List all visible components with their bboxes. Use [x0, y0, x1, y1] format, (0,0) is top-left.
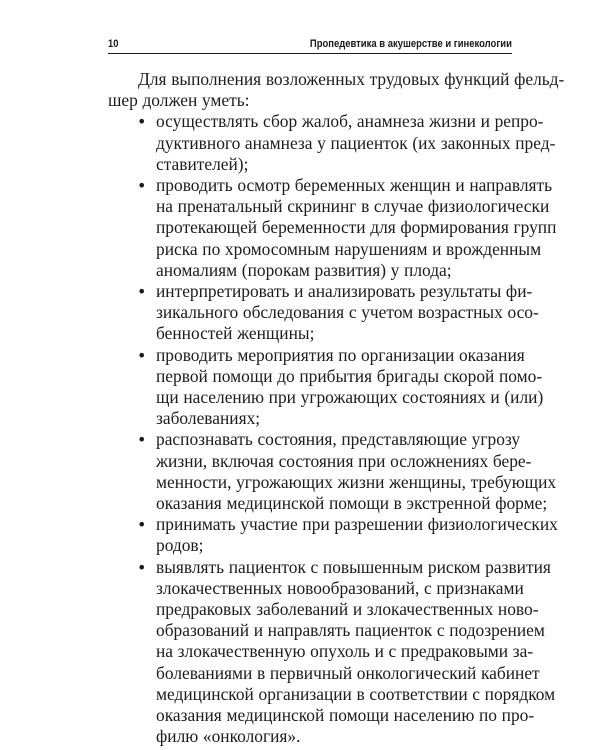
list-item-line: проводить осмотр беременных женщин и направлять — [156, 175, 553, 196]
list-item — [108, 175, 557, 281]
list-item — [108, 111, 556, 175]
list-item-line: зикального обследования с учетом возрастных осо- — [156, 302, 539, 323]
bullet-icon: • — [137, 345, 147, 365]
list-item-line: медицинской организации в соответствии с порядком — [156, 683, 556, 704]
list-item-line: родов; — [156, 535, 204, 556]
list-item-line: принимать участие при разрешении физиологических — [156, 514, 558, 535]
list-item-line: филю «онкология». — [156, 726, 301, 747]
bullet-icon: • — [137, 112, 147, 132]
list-item-line: менности, угрожающих жизни женщины, требующих — [156, 471, 557, 492]
list-item-line: оказания медицинской помощи населению по про- — [156, 705, 535, 726]
list-item-line: аномалиям (порокам развития) у плода; — [156, 259, 452, 280]
list-item-line: проводить мероприятия по организации оказания — [156, 344, 525, 365]
list-item — [108, 514, 558, 556]
list-item-line: интерпретировать и анализировать результаты фи- — [156, 281, 533, 302]
list-item-line: болеваниями в первичный онкологический кабинет — [156, 662, 540, 683]
list-item-line: жизни, включая состояния при осложнениях бере- — [156, 450, 532, 471]
list-item-line: осуществлять сбор жалоб, анамнеза жизни и репро- — [156, 111, 544, 132]
list-item-line: образований и направлять пациенток с подозрением — [156, 620, 545, 641]
bullet-icon: • — [137, 515, 147, 535]
bullet-icon: • — [137, 430, 147, 450]
bullet-icon: • — [137, 282, 147, 302]
intro-line: Для выполнения возложенных трудовых функций фельд- — [138, 69, 565, 89]
list-item-line: дуктивного анамнеза у пациенток (их законных пред- — [156, 132, 556, 153]
body-text — [108, 69, 565, 748]
intro-paragraph — [108, 69, 565, 111]
list-item-line: ставителей); — [156, 153, 249, 174]
list-item-line: первой помощи до прибытия бригады скорой помо- — [156, 365, 543, 386]
list-item-line: предраковых заболеваний и злокачественных ново- — [156, 599, 539, 620]
list-item — [108, 344, 544, 430]
list-item-line: щи населению при угрожающих состояниях и (или) — [156, 387, 544, 408]
list-item-line: оказания медицинской помощи в экстренной форме; — [156, 493, 548, 514]
list-item-line: бенностей женщины; — [156, 323, 315, 344]
list-item-line: выявлять пациенток с повышенным риском развития — [156, 556, 551, 577]
list-item-line: распознавать состояния, представляющие угрозу — [156, 429, 521, 450]
list-item — [108, 281, 539, 345]
bullet-icon: • — [137, 557, 147, 577]
list-item-line: злокачественных новообразований, с признаками — [156, 577, 524, 598]
list-item-line: протекающей беременности для формирования групп — [156, 217, 557, 238]
bullet-icon: • — [137, 176, 147, 196]
list-item-line: риска по хромосомным нарушениям и врожденным — [156, 238, 542, 259]
skills-list — [108, 111, 558, 747]
list-item-line: заболеваниях; — [156, 408, 261, 429]
intro-line: шер должен уметь: — [108, 90, 250, 111]
page-number: 10 — [108, 38, 119, 50]
list-item — [108, 429, 557, 514]
list-item — [108, 556, 556, 748]
list-item-line: на злокачественную опухоль и с предраковыми за- — [156, 641, 534, 662]
book-title: Пропедевтика в акушерстве и гинекологии — [309, 38, 512, 50]
running-header — [108, 33, 512, 54]
list-item-line: на пренатальный скрининг в случае физиологически — [156, 196, 550, 217]
